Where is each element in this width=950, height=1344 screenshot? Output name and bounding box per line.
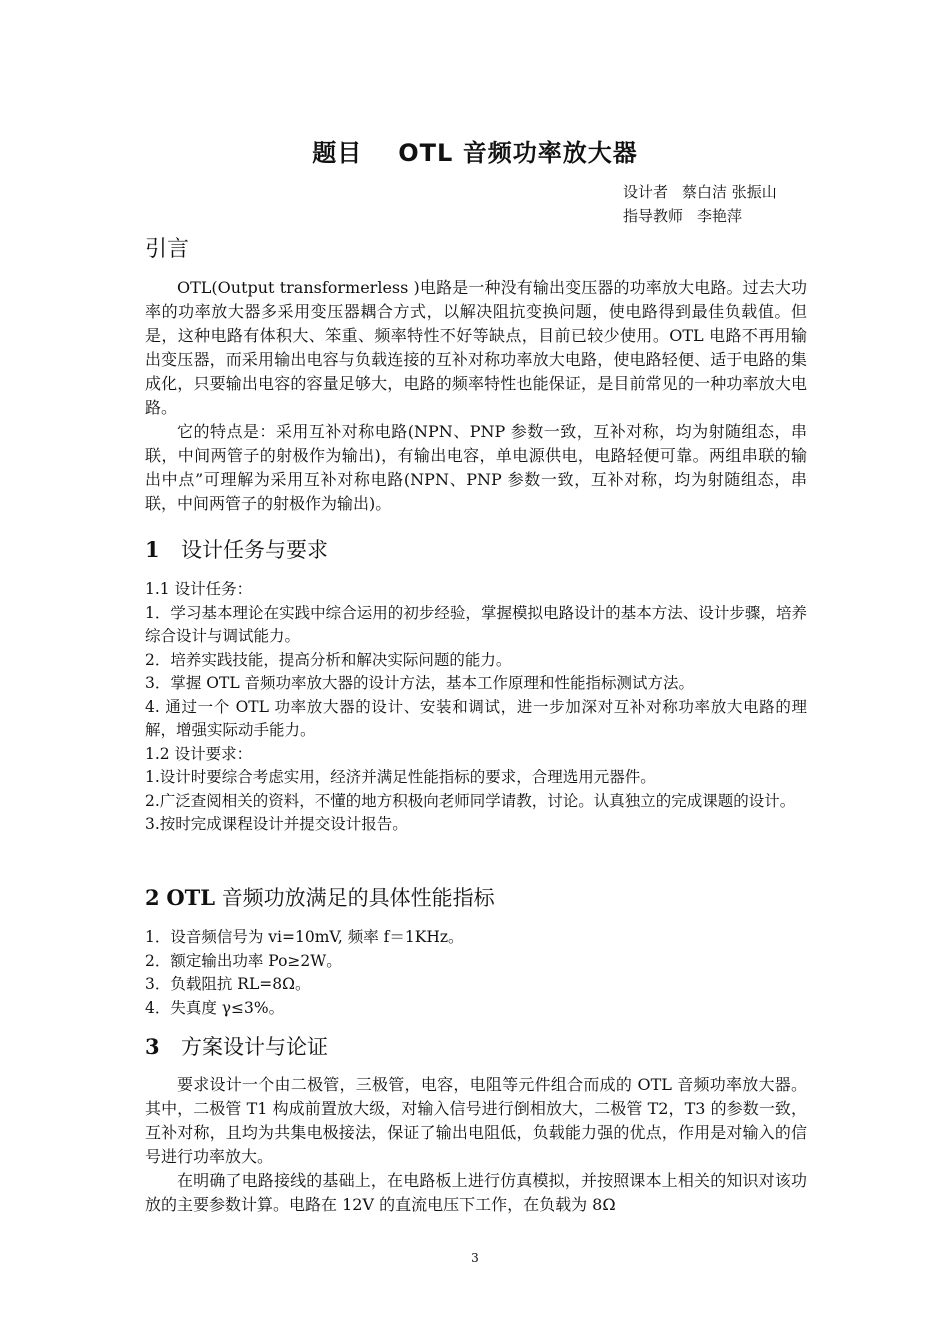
- section-3-body: [145, 1073, 807, 1217]
- list-item: 1．学习基本理论在实践中综合运用的初步经验，掌握模拟电路设计的基本方法、设计步骤，培养综合设计与调试能力。: [145, 603, 807, 645]
- list-item: 3．负载阻抗 RL=8Ω。: [145, 975, 311, 993]
- designer-names: 蔡白洁 张振山: [682, 183, 777, 201]
- title-text: OTL 音频功率放大器: [398, 139, 638, 167]
- page-number: 3: [471, 1251, 479, 1265]
- section-3-paragraph-1: 要求设计一个由二极管，三极管，电容，电阻等元件组合而成的 OTL 音频功率放大器。其中，二极管 T1 构成前置放大级，对输入信号进行倒相放大，二极管 T2，T3 的参数一致，互补对称，且均为共集电极接法，保证了输出电阻低，负载能力强的优点，作用是对输入的信号进行功率放大。: [145, 1075, 807, 1166]
- title-label: 题目: [312, 139, 363, 167]
- list-item: 4. 通过一个 OTL 功率放大器的设计、安装和调试，进一步加深对互补对称功率放大电路的理解，增强实际动手能力。: [145, 697, 807, 739]
- list-item: 2.广泛查阅相关的资料，不懂的地方积极向老师同学请教，讨论。认真独立的完成课题的设计。: [145, 791, 796, 810]
- list-item: 3．掌握 OTL 音频功率放大器的设计方法，基本工作原理和性能指标测试方法。: [145, 674, 695, 692]
- section-2-title-bold: OTL: [166, 885, 215, 910]
- section-2-heading: [145, 882, 495, 912]
- intro-body: [145, 276, 807, 516]
- list-item: 1.1 设计任务：: [145, 580, 253, 598]
- section-3-title: 方案设计与论证: [181, 1035, 328, 1059]
- advisor-line: [623, 205, 742, 227]
- page-title: [0, 133, 950, 168]
- intro-paragraph-2: 它的特点是：采用互补对称电路(NPN、PNP 参数一致，互补对称，均为射随组态，串联，中间两管子的射极作为输出)，有输出电容，单电源供电，电路轻便可靠。两组串联的输出中点”可理解为采用互补对称电路(NPN、PNP 参数一致，互补对称，均为射随组态，串联，中间两管子的射极作为输出)。: [145, 422, 807, 513]
- list-item: 2．培养实践技能，提高分析和解决实际问题的能力。: [145, 650, 512, 669]
- section-1-list: [145, 578, 807, 837]
- list-item: 1.2 设计要求：: [145, 744, 253, 763]
- section-1-number: 1: [145, 537, 160, 562]
- list-item: 4．失真度 γ≤3%。: [145, 998, 285, 1017]
- section-2-number: 2: [145, 885, 160, 910]
- section-3-paragraph-2: 在明确了电路接线的基础上，在电路板上进行仿真模拟，并按照课本上相关的知识对该功放的主要参数计算。电路在 12V 的直流电压下工作，在负载为 8Ω: [145, 1171, 807, 1214]
- designer-line: [623, 181, 777, 203]
- list-item: 1.设计时要综合考虑实用，经济并满足性能指标的要求，合理选用元器件。: [145, 768, 656, 786]
- section-2-list: [145, 926, 807, 1020]
- list-item: 1．设音频信号为 vi=10mV, 频率 f＝1KHz。: [145, 928, 464, 946]
- list-item: 3.按时完成课程设计并提交设计报告。: [145, 815, 408, 833]
- section-1-title: 设计任务与要求: [181, 538, 328, 562]
- intro-heading: 引言: [145, 237, 190, 262]
- designer-label: 设计者: [623, 183, 669, 201]
- section-2-title: 音频功放满足的具体性能指标: [221, 886, 495, 910]
- advisor-label: 指导教师: [623, 207, 684, 225]
- intro-paragraph-1: OTL(Output transformerless )电路是一种没有输出变压器的功率放大电路。过去大功率的功率放大器多采用变压器耦合方式，以解决阻抗变换问题，使电路得到最佳负载值。但是，这种电路有体积大、笨重、频率特性不好等缺点，目前已较少使用。OTL 电路不再用输出变压器，而采用输出电容与负载连接的互补对称功率放大电路，使电路轻便、适于电路的集成化，只要输出电容的容量足够大，电路的频率特性也能保证，是目前常见的一种功率放大电路。: [145, 278, 807, 417]
- section-3-number: 3: [145, 1034, 160, 1059]
- advisor-name: 李艳萍: [697, 207, 743, 225]
- section-1-heading: [145, 534, 328, 564]
- list-item: 2．额定输出功率 Po≥2W。: [145, 951, 342, 970]
- section-3-heading: [145, 1031, 328, 1061]
